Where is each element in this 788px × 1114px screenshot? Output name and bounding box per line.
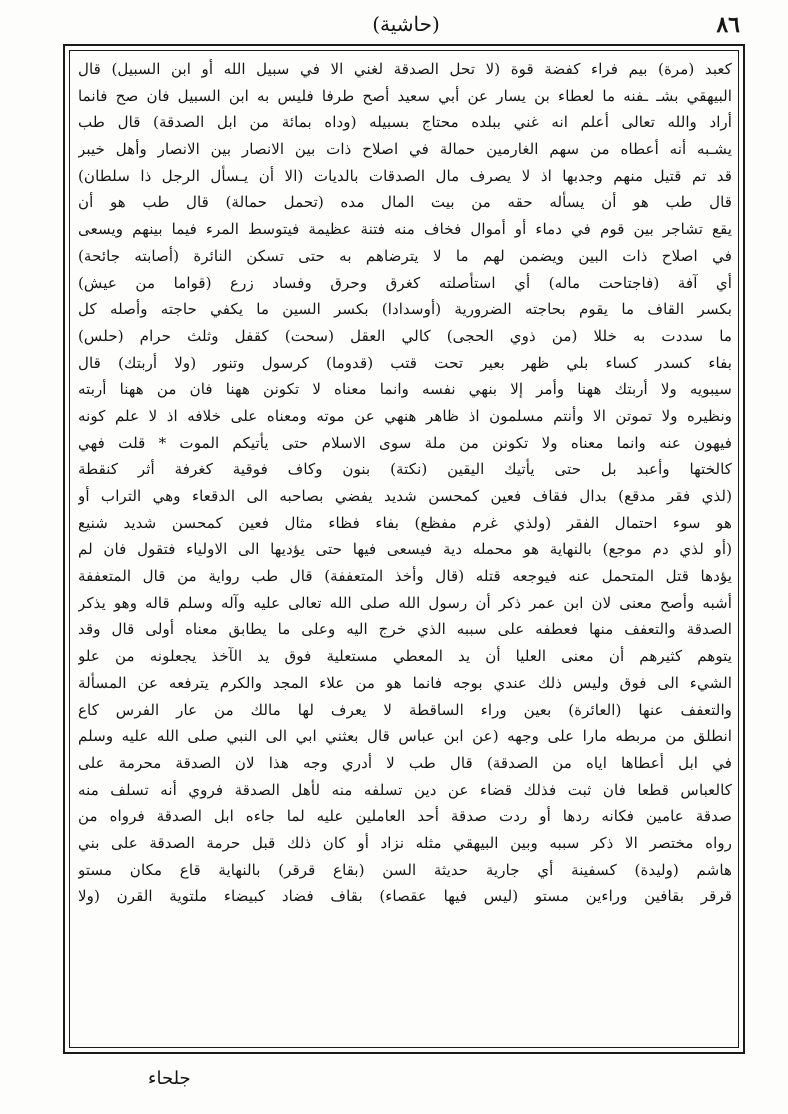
page-header xyxy=(62,10,750,40)
text-line: كالعباس قطعا فان ثبت فذلك قضاء عن دين تسلفه منه لأهل الصدقة فروي أنه تسلف منه xyxy=(78,780,732,799)
text-line: أشبه وأصح معنى لان ابن عمر ذكر أن رسول الله صلى الله تعالى عليه وآله وسلم قاله وهو يذكر xyxy=(78,593,732,612)
text-line: بفاء كسدر كساء بلي ظهر بعير تحت قتب (قدوما) كرسول وتنور (ولا أربتك) قال xyxy=(78,353,732,372)
text-line: ما سددت به خللا (من ذوي الحجى) كالي العقل (سحت) كقفل وثلث حرام (حلس) xyxy=(78,326,732,345)
text-line: البيهقي بشـ ـفنه ما لعطاء بن يسار عن أبي سعيد أصح طرفا فليس به ابن السبيل فان صح فانما xyxy=(78,86,732,105)
text-line: كعبد (مرة) بيم فراء كفضة قوة (لا تحل الصدقة لغني الا في سبيل الله أو ابن السبيل) قال xyxy=(78,60,732,78)
catchword: جلحاء xyxy=(148,1068,191,1089)
text-line: الصدقة والتعفف منها فعطفه على سببه الذي خرج اليه وعلى ما يطابق معناه أولى قال وقد xyxy=(78,620,732,639)
page-number: ٨٦ xyxy=(716,12,740,38)
text-line: بكسر القاف ما يقوم بحاجته الضرورية (أوسدادا) بكسر السين ما يكفي حاجته وأصله كل xyxy=(78,300,732,319)
text-line: كالختها وأعبد بل حتى يأتيك اليقين (نكتة) بنون وكاف فوقية كغرفة أثر كنقطة xyxy=(78,460,732,479)
text-line: أراد والله تعالى أعلم انه غني ببلده محتاج بسبيله (وداه بمائة من ابل الصدقة) قال طب xyxy=(78,113,732,132)
text-line: قد تم قتيل منهم وجدبها اذ لا يصرف مال الصدقات بالديات (الا أن يـسأل الرجل ذا سلطان) xyxy=(78,166,732,185)
text-line: الشيء الى فوق وليس ذلك عندي بوجه فانما هو من علاء المجد والكرم يترفعه عن المسألة xyxy=(78,673,732,692)
text-line: قال طب هو أن يسأله حقه من بيت المال مده (تحمل حمالة) قال طب هو أن xyxy=(78,193,732,212)
section-label: (حاشية) xyxy=(372,12,440,36)
margin-commentary-text xyxy=(78,56,732,1044)
text-line: (لذي فقر مدقع) بدال فقاف فعين كمحسن شديد يفضي بصاحبه الى الدقعاء وهي التراب أو xyxy=(78,487,732,505)
text-line: يشـبه أنه أعطاه من سهم الغارمين حمالة في اصلاح ذات بين الانصار بين الانصار وأهل خيبر xyxy=(78,140,732,159)
text-line: يقع تشاجر بين قوم في دماء أو أموال فخاف منه فتنة عظيمة فيتوسط المرء فيما بينهم ويسعى xyxy=(78,220,732,239)
text-line: صدقة عامين فكانه ردها أو ردت صدقة أحد العاملين عليه لما جاءه ابل الصدقة فرواه من xyxy=(78,807,732,826)
text-line: (أو لذي دم موجع) بالنهاية هو محمله دية فيسعى فيها حتى يؤديها الى الاولياء فتقول فان لم xyxy=(78,540,732,559)
text-line: والتعفف عنها (العائرة) بعين وراء الساقطة لا يعرف لها مالك من عار الفرس كاع xyxy=(78,700,732,719)
text-line: في ابل أعطاها اياه من الصدقة) قال طب لا أدري وجه هذا لان الصدقة محرمة على xyxy=(78,753,732,772)
text-line: يؤدها قتل المتحمل عنه فيوجعه قتله (قال وأخذ المتعففة) قال طب رواية من قال المتعففة xyxy=(78,567,732,586)
text-line: انطلق من مربطه مارا على وجهه (عن ابن عباس قال بعثني ابي الى النبي صلى الله عليه وسلم xyxy=(78,727,732,746)
text-line: رواه مختصر الا ذكر سببه وبين البيهقي مثله نزاد أو كان ذلك قبل حرمة الصدقة على بني xyxy=(78,833,732,852)
text-line: ونظيره ولا تموتن الا وأنتم مسلمون اذ ظاهر هنهي عن موته ومعناه على خلافه اذ لا علم كونه xyxy=(78,406,732,425)
text-line: يتوهم كثيرهم أن معنى العليا أن يد المعطي مستعلية فوق يد الآخذ يجعلونه من علو xyxy=(78,647,732,666)
text-line: قرقر بقافين وراءين مستو (ليس فيها عقصاء) بقاف فضاد كبيضاء ملتوية القرن (ولا xyxy=(78,887,732,906)
text-line: سيبويه ولا أربتك ههنا وأمر إلا بنهي نفسه وانما معناه لا تكونن ههنا فان من ههنا أربته xyxy=(78,380,732,399)
text-line: هاشم (وليدة) كسفينة أي جارية حديثة السن (بقاع قرقر) بالنهاية قاع مكان مستو xyxy=(78,860,732,879)
text-line: أي آفة (فاجتاحت ماله) أي استأصلته كغرق وحرق وفساد زرع (قواما من عيش) xyxy=(78,273,732,292)
text-line: فيهون عنه وانما معناه ولا تكونن من ملة سوى الاسلام حتى يأتيكم الموت * قلت فهي xyxy=(78,433,732,452)
text-line: هو سوء احتمال الفقر (ولذي غرم مفظع) بفاء فظاء مثال فعين كمحسن شديد شنيع xyxy=(78,513,732,532)
text-line: في اصلاح ذات البين ويضمن لهم ما لا يترضاهم به حتى تسكن النائرة (أصابته جائحة) xyxy=(78,246,732,265)
